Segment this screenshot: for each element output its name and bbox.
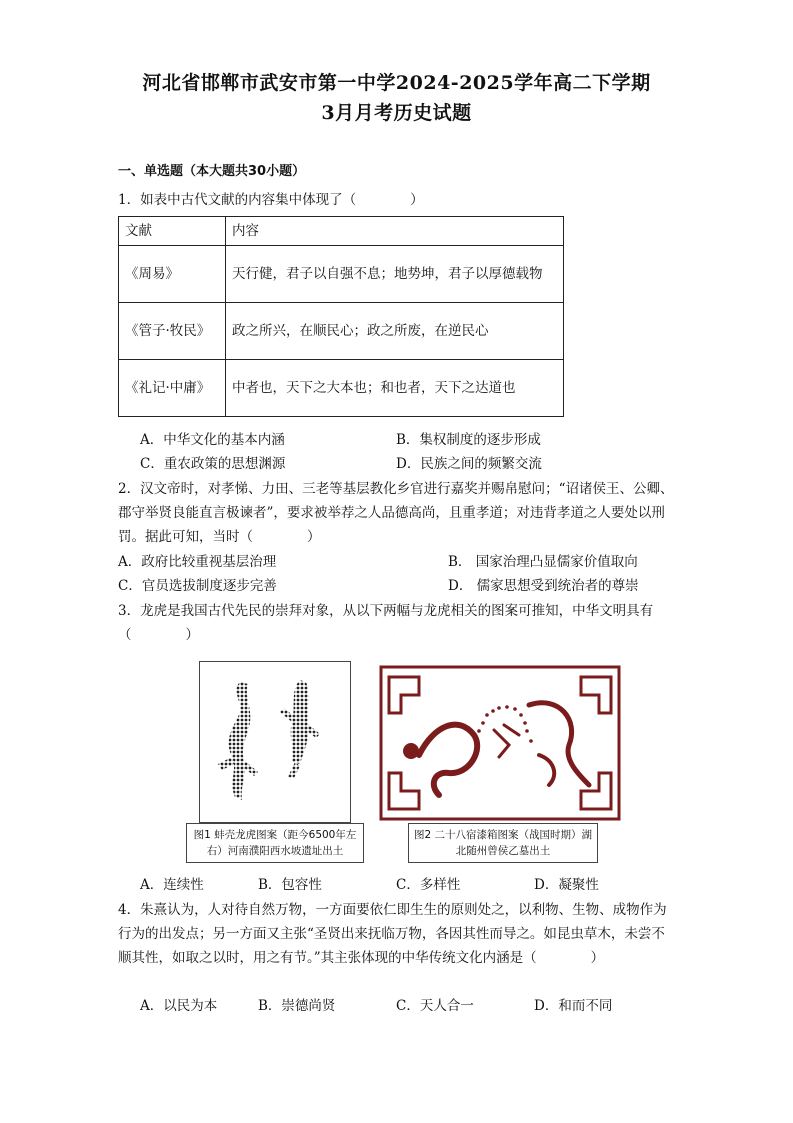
table-cell-content: 天行健，君子以自强不息；地势坤，君子以厚德载物 [226, 246, 564, 303]
q1-table [118, 216, 564, 417]
q4-option-b: B．崇德尚贤 [258, 998, 336, 1014]
q1-option-a: A．中华文化的基本内涵 [140, 432, 285, 448]
figure-1-caption: 图1 蚌壳龙虎图案（距今6500年左右）河南濮阳西水坡遗址出土 [186, 823, 364, 863]
q1-option-c: C．重农政策的思想渊源 [140, 456, 286, 472]
q1-option-b: B．集权制度的逐步形成 [396, 432, 541, 448]
q2-stem: 2．汉文帝时，对孝悌、力田、三老等基层教化乡官进行嘉奖并赐帛慰问；“诏诸侯王、公卿、郡守举贤良能直言极谏者”，要求被举荐之人品德高尚，且重孝道；对违背孝道之人要处以刑罚。据此可知，当时（ ） [118, 481, 674, 545]
figure-2-caption: 图2 二十八宿漆箱图案（战国时期）湖北随州曾侯乙墓出土 [408, 823, 598, 863]
q3-option-b: B．包容性 [258, 877, 322, 893]
table-cell-content: 中者也，天下之大本也；和也者，天下之达道也 [226, 360, 564, 417]
q2-option-c: C．官员选拔制度逐步完善 [118, 578, 277, 594]
q4-option-d: D．和而不同 [534, 998, 613, 1014]
q2-option-a: A．政府比较重视基层治理 [118, 554, 277, 570]
q4-stem: 4．朱熹认为，人对待自然万物，一方面要依仁即生生的原则处之，以利物、生物、成物作为行为的出发点；另一方面又主张“圣贤出来抚临万物，各因其性而导之。如昆虫草木，未尝不顺其性，如取之以时，用之有节。”其主张体现的中华传统文化内涵是（ ） [118, 902, 667, 966]
q4-option-c: C．天人合一 [396, 998, 474, 1014]
lacquer-box-pattern-illustration [379, 665, 621, 821]
figure-2-image [379, 665, 621, 821]
q3-option-c: C．多样性 [396, 877, 461, 893]
table-header-row [119, 217, 564, 246]
table-header-cell: 文献 [119, 217, 226, 246]
table-row [119, 246, 564, 303]
q1-option-d: D．民族之间的频繁交流 [396, 456, 542, 472]
table-header-cell: 内容 [226, 217, 564, 246]
table-row [119, 303, 564, 360]
q2-option-d: D． 儒家思想受到统治者的尊崇 [448, 578, 639, 594]
table-row [119, 360, 564, 417]
dragon-tiger-mosaic-illustration [200, 662, 350, 822]
q4-option-a: A．以民为本 [140, 998, 218, 1014]
exam-title-line2: 3月月考历史试题 [321, 102, 472, 124]
q2-option-b: B． 国家治理凸显儒家价值取向 [448, 554, 638, 570]
q3-option-d: D．凝聚性 [534, 877, 599, 893]
q1-stem: 1．如表中古代文献的内容集中体现了（ ） [118, 192, 424, 208]
exam-title-line1: 河北省邯郸市武安市第一中学2024-2025学年高二下学期 [142, 72, 651, 94]
q3-stem: 3．龙虎是我国古代先民的崇拜对象，从以下两幅与龙虎相关的图案可推知，中华文明具有（ ） [118, 603, 654, 643]
table-cell-source: 《周易》 [119, 246, 226, 303]
q3-option-a: A．连续性 [140, 877, 204, 893]
figure-1-image [199, 661, 351, 823]
section-heading: 一、单选题（本大题共30小题） [118, 164, 306, 179]
table-cell-source: 《管子·牧民》 [119, 303, 226, 360]
table-cell-content: 政之所兴，在顺民心；政之所废，在逆民心 [226, 303, 564, 360]
table-cell-source: 《礼记·中庸》 [119, 360, 226, 417]
